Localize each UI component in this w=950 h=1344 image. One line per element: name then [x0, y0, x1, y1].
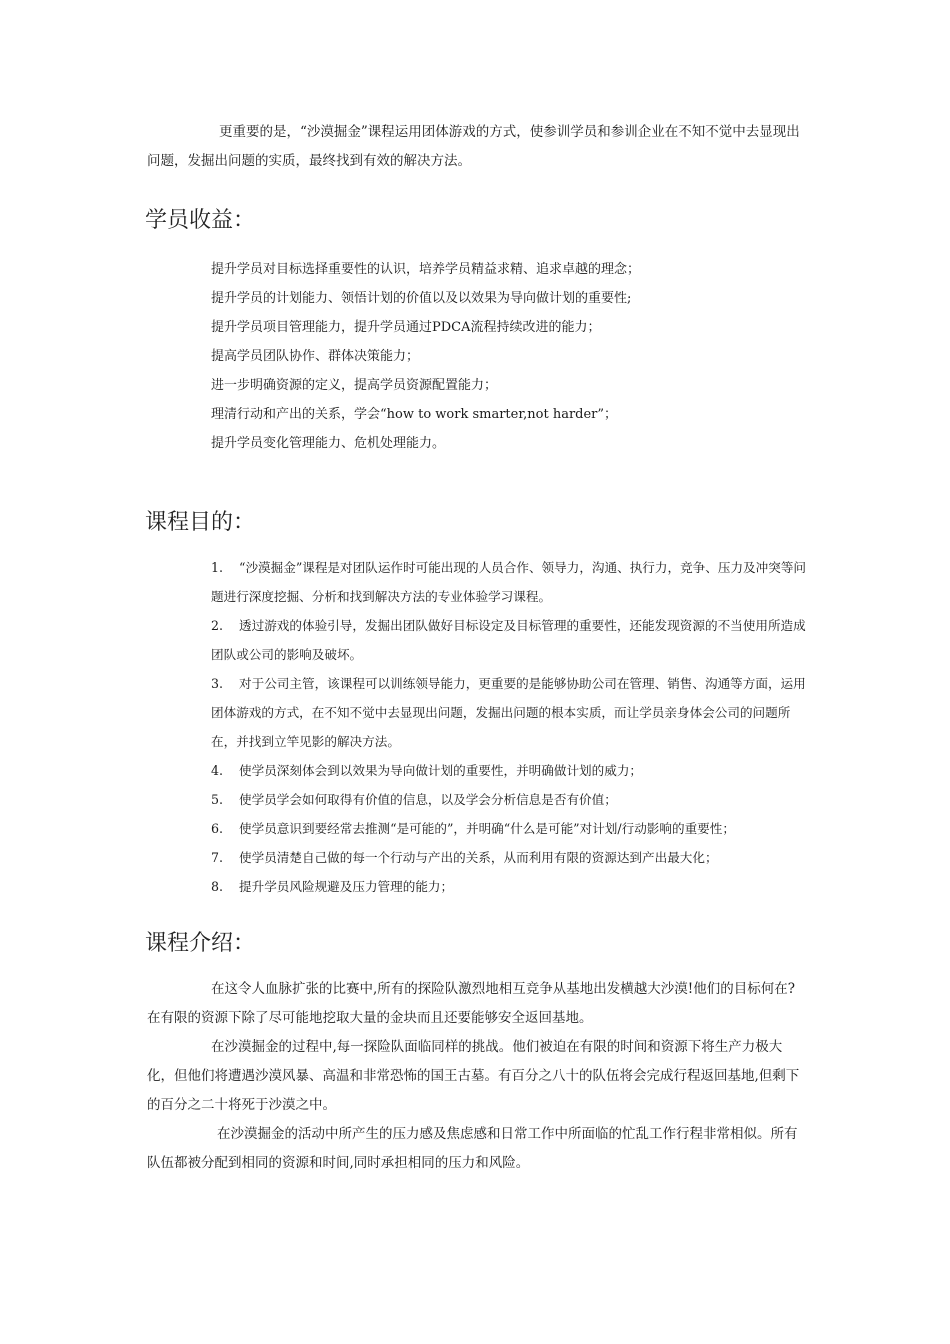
course-intro-heading: 课程介绍：	[145, 931, 256, 956]
goal-text: “沙漠掘金”课程是对团队运作时可能出现的人员合作、领导力，沟通、执行力，竞争、压力及冲突等问题进行深度挖掘、分析和找到解决方法的专业体验学习课程。	[211, 560, 807, 604]
goal-item	[211, 611, 811, 669]
benefit-item: 理清行动和产出的关系，学会“how to work smarter,not harder”；	[211, 407, 618, 422]
goal-item	[211, 669, 811, 756]
intro-paragraph: 更重要的是，“沙漠掘金”课程运用团体游戏的方式，使参训学员和参训企业在不知不觉中去显现出问题，发掘出问题的实质，最终找到有效的解决方法。	[147, 124, 800, 169]
goal-text: 使学员清楚自己做的每一个行动与产出的关系，从而利用有限的资源达到产出最大化；	[239, 850, 718, 865]
course-intro-paragraph: 在这令人血脉扩张的比赛中,所有的探险队激烈地相互竞争从基地出发横越大沙漠!他们的目标何在?在有限的资源下除了尽可能地挖取大量的金块而且还要能够安全返回基地。	[147, 981, 795, 1026]
goal-number: 2.	[211, 618, 224, 633]
course-intro-body	[147, 975, 807, 1178]
goal-text: 使学员意识到要经常去推测“是可能的”，并明确“什么是可能”对计划/行动影响的重要性；	[239, 821, 735, 836]
goal-item	[211, 756, 811, 785]
goal-item	[211, 785, 811, 814]
course-intro-paragraph: 在沙漠掘金的过程中,每一探险队面临同样的挑战。他们被迫在有限的时间和资源下将生产力极大化，但他们将遭遇沙漠风暴、高温和非常恐怖的国王古墓。有百分之八十的队伍将会完成行程返回基地,但剩下的百分之二十将死于沙漠之中。	[147, 1039, 800, 1113]
benefit-item: 提升学员对目标选择重要性的认识，培养学员精益求精、追求卓越的理念；	[211, 262, 641, 277]
benefit-item: 提高学员团队协作、群体决策能力；	[211, 349, 420, 364]
goal-text: 使学员学会如何取得有价值的信息，以及学会分析信息是否有价值；	[239, 792, 617, 807]
benefits-heading: 学员收益：	[145, 208, 256, 233]
goal-text: 提升学员风险规避及压力管理的能力；	[239, 879, 454, 894]
goal-number: 6.	[211, 821, 224, 836]
goal-item	[211, 553, 811, 611]
goal-text: 对于公司主管，该课程可以训练领导能力，更重要的是能够协助公司在管理、销售、沟通等方面，运用团体游戏的方式，在不知不觉中去显现出问题，发掘出问题的根本实质，而让学员亲身体会公司的问题所在，并找到立竿见影的解决方法。	[211, 676, 806, 749]
benefit-item: 进一步明确资源的定义，提高学员资源配置能力；	[211, 378, 498, 393]
goal-text: 使学员深刻体会到以效果为导向做计划的重要性，并明确做计划的威力；	[239, 763, 642, 778]
benefit-item: 提升学员变化管理能力、危机处理能力。	[211, 436, 446, 451]
goal-number: 8.	[211, 879, 224, 894]
benefits-list	[211, 255, 791, 458]
goal-number: 4.	[211, 763, 224, 778]
goal-number: 1.	[211, 560, 224, 575]
course-intro-paragraph: 在沙漠掘金的活动中所产生的压力感及焦虑感和日常工作中所面临的忙乱工作行程非常相似。所有队伍都被分配到相同的资源和时间,同时承担相同的压力和风险。	[147, 1126, 798, 1171]
goal-text: 透过游戏的体验引导，发掘出团队做好目标设定及目标管理的重要性，还能发现资源的不当使用所造成团队或公司的影响及破坏。	[211, 618, 806, 662]
goal-number: 7.	[211, 850, 224, 865]
goal-item	[211, 872, 811, 901]
goals-list	[211, 553, 811, 901]
goals-heading: 课程目的：	[145, 510, 256, 535]
goal-item	[211, 843, 811, 872]
goal-item	[211, 814, 811, 843]
benefit-item: 提升学员的计划能力、领悟计划的价值以及以效果为导向做计划的重要性;	[211, 291, 632, 306]
benefit-item: 提升学员项目管理能力，提升学员通过PDCA流程持续改进的能力；	[211, 320, 601, 335]
goal-number: 5.	[211, 792, 224, 807]
goal-number: 3.	[211, 676, 224, 691]
